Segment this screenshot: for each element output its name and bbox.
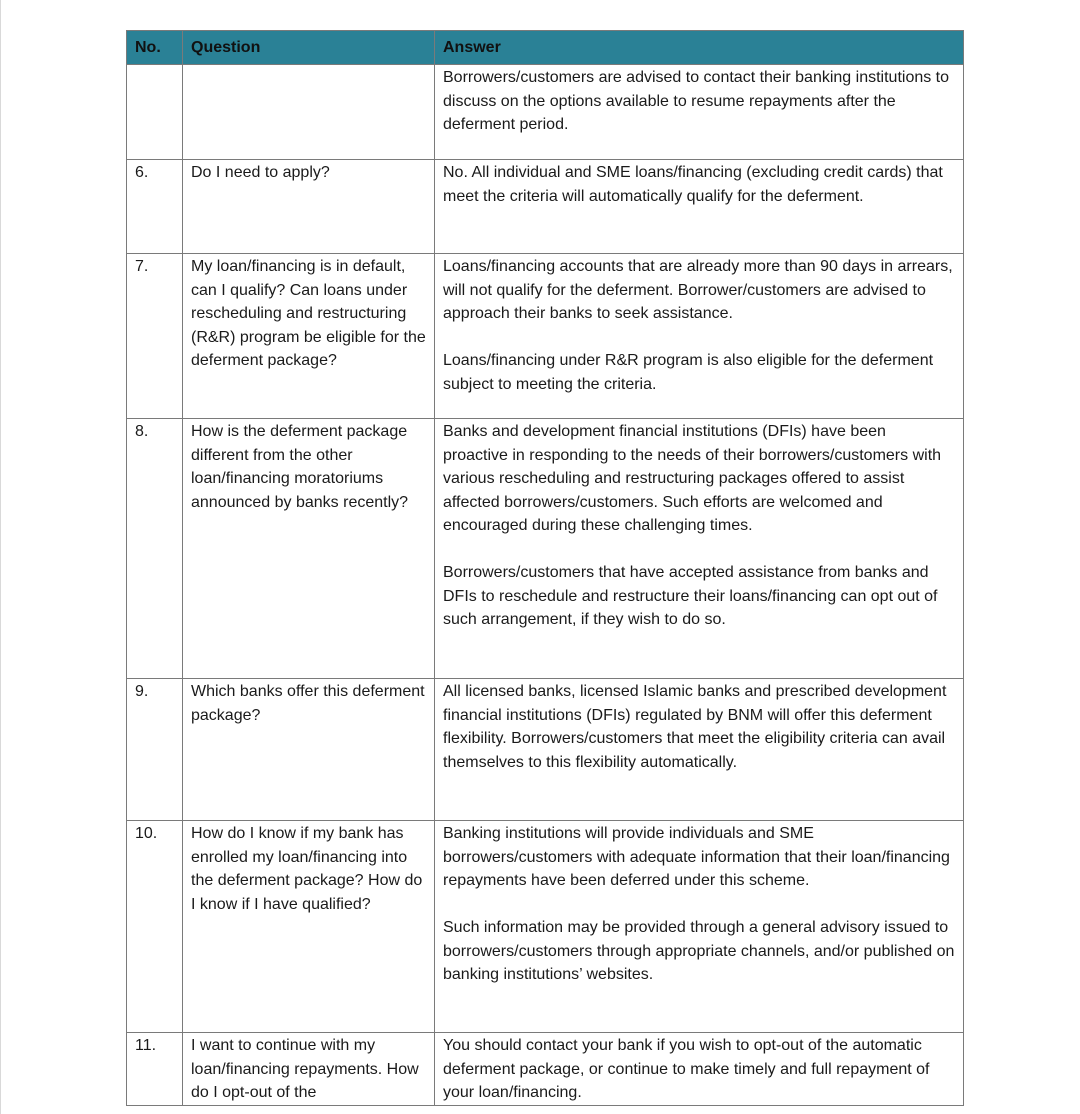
row-answer [435, 254, 964, 419]
header-answer: Answer [435, 31, 964, 65]
row-number: 10. [127, 821, 183, 1033]
faq-table [126, 30, 964, 1106]
header-no: No. [127, 31, 183, 65]
answer-paragraph: Borrowers/customers that have accepted assistance from banks and DFIs to reschedule and restructure their loans/financing can opt out of such arrangement, if they wish to do so. [443, 564, 938, 628]
header-question: Question [183, 31, 435, 65]
row-question: How do I know if my bank has enrolled my loan/financing into the deferment package? How do I know if I have qualified? [183, 821, 435, 1033]
answer-paragraph: Borrowers/customers are advised to contact their banking institutions to discuss on the options available to resume repayments after the deferment period. [443, 69, 950, 133]
table-row [127, 821, 964, 1033]
row-number: 9. [127, 679, 183, 821]
row-answer [435, 821, 964, 1033]
table-row [127, 1033, 964, 1106]
answer-paragraph: Such information may be provided through a general advisory issued to borrowers/customers through appropriate channels, and/or published on banking institutions’ websites. [443, 919, 955, 983]
answer-paragraph: You should contact your bank if you wish to opt-out of the automatic deferment package, or continue to make timely and full repayment of your loan/financing. [443, 1037, 930, 1101]
row-question: Do I need to apply? [183, 160, 435, 254]
row-answer [435, 419, 964, 679]
row-question: Which banks offer this deferment package? [183, 679, 435, 821]
row-question [183, 65, 435, 160]
row-question: I want to continue with my loan/financing repayments. How do I opt-out of the [183, 1033, 435, 1106]
row-answer [435, 65, 964, 160]
table-row [127, 679, 964, 821]
row-number [127, 65, 183, 160]
row-answer [435, 160, 964, 254]
table-row [127, 160, 964, 254]
row-number: 11. [127, 1033, 183, 1106]
answer-paragraph: Banks and development financial institutions (DFIs) have been proactive in responding to the needs of their borrowers/customers with various rescheduling and restructuring packages offered to assist affected borrowers/customers. Such efforts are welcomed and encouraged during these challenging times. [443, 423, 942, 534]
row-number: 6. [127, 160, 183, 254]
row-answer [435, 679, 964, 821]
table-header-row [127, 31, 964, 65]
row-answer [435, 1033, 964, 1106]
row-number: 7. [127, 254, 183, 419]
table-row [127, 65, 964, 160]
answer-paragraph: Banking institutions will provide individuals and SME borrowers/customers with adequate information that their loan/financing repayments have been deferred under this scheme. [443, 825, 950, 889]
table-row [127, 419, 964, 679]
answer-paragraph: Loans/financing under R&R program is also eligible for the deferment subject to meeting the criteria. [443, 352, 934, 393]
answer-paragraph: All licensed banks, licensed Islamic banks and prescribed development financial institutions (DFIs) regulated by BNM will offer this deferment flexibility. Borrowers/customers that meet the eligibility criteria can avail themselves to this flexibility automatically. [443, 683, 947, 771]
row-question: My loan/financing is in default, can I qualify? Can loans under rescheduling and restructuring (R&R) program be eligible for the deferment package? [183, 254, 435, 419]
row-number: 8. [127, 419, 183, 679]
row-question: How is the deferment package different from the other loan/financing moratoriums announced by banks recently? [183, 419, 435, 679]
answer-paragraph: Loans/financing accounts that are already more than 90 days in arrears, will not qualify for the deferment. Borrower/customers are advised to approach their banks to seek assistance. [443, 258, 953, 322]
table-row [127, 254, 964, 419]
answer-paragraph: No. All individual and SME loans/financing (excluding credit cards) that meet the criteria will automatically qualify for the deferment. [443, 164, 943, 205]
